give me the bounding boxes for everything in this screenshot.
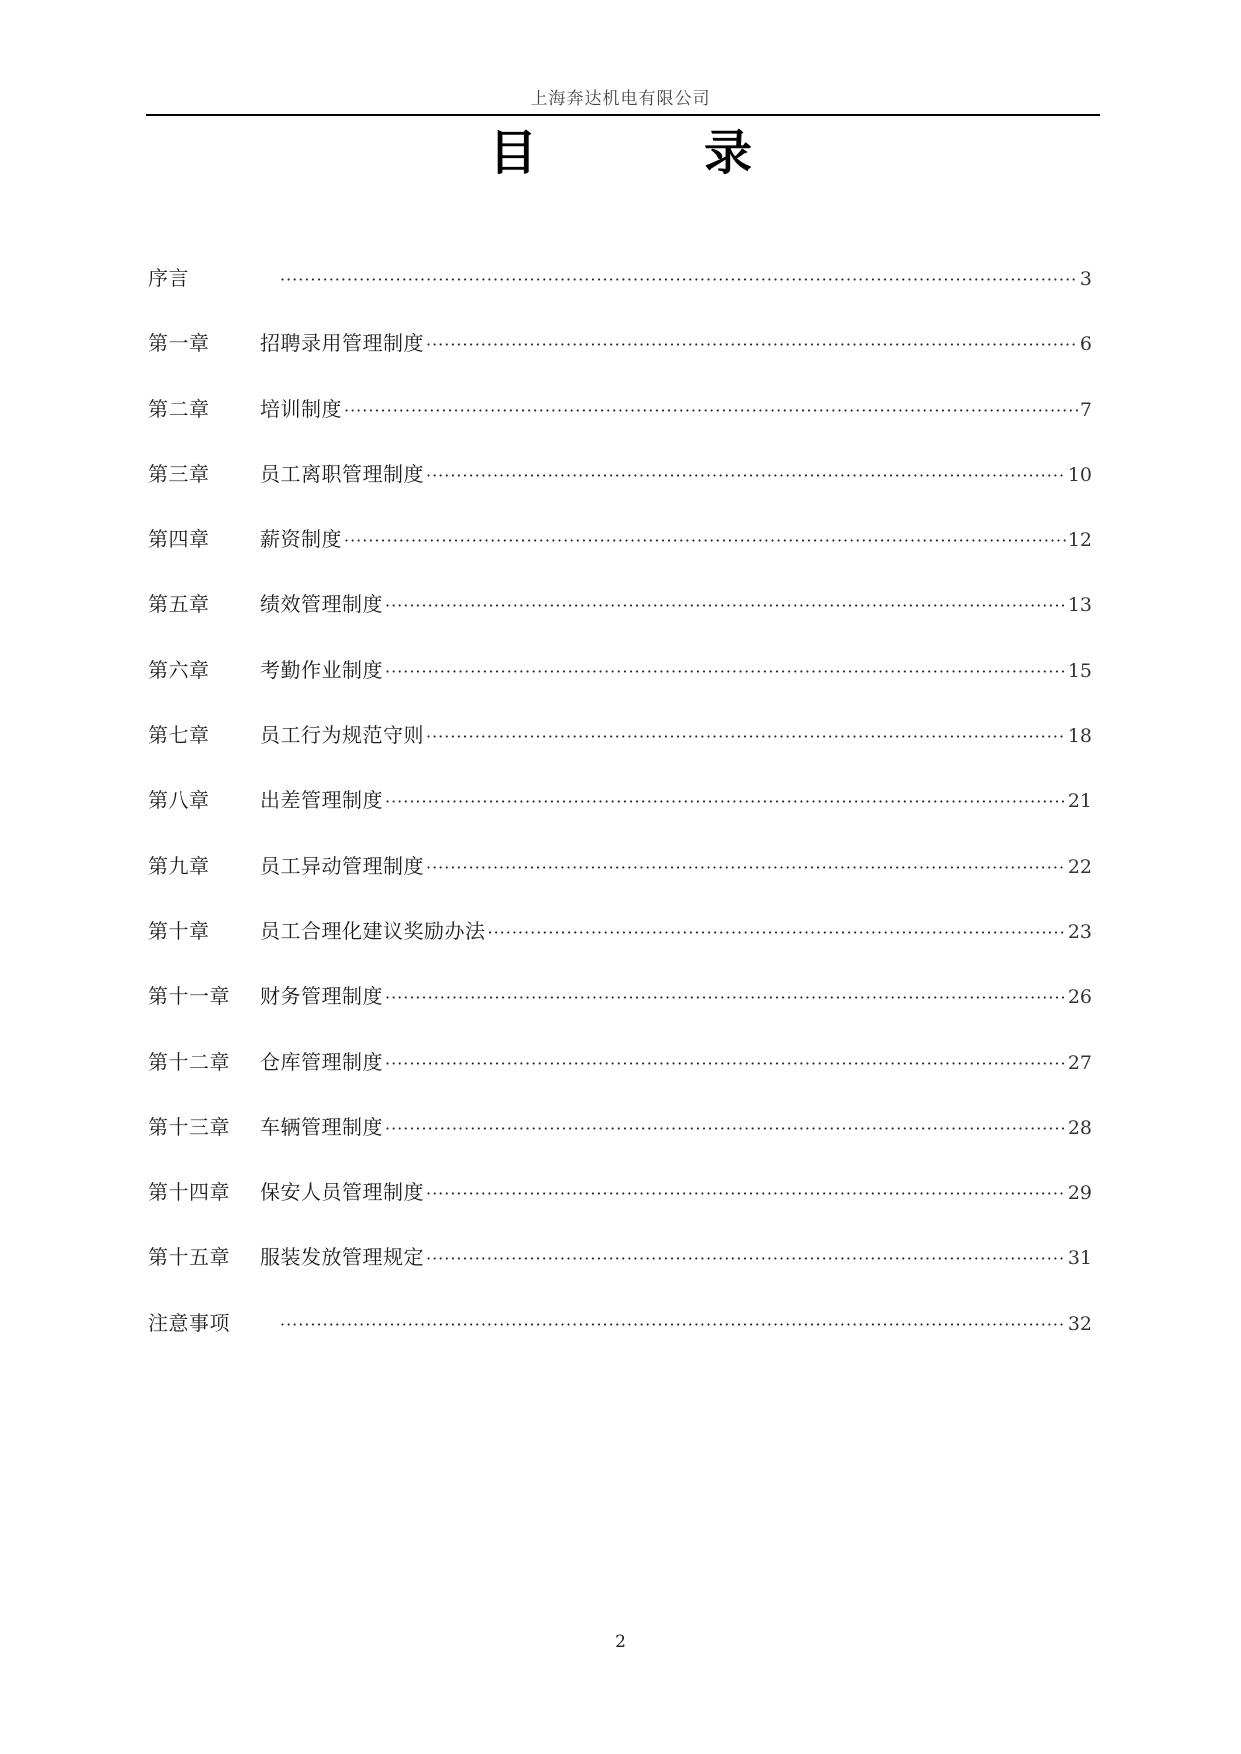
toc-dot-leader <box>426 854 1066 882</box>
toc-chapter-label: 第十一章 <box>148 984 230 1009</box>
toc-page-number: 13 <box>1067 594 1092 617</box>
toc-page-number: 6 <box>1079 333 1092 356</box>
toc-dot-leader <box>385 1115 1066 1143</box>
toc-chapter-title: 保安人员管理制度 <box>260 1180 424 1205</box>
table-of-contents <box>148 264 1092 1374</box>
toc-chapter-label: 第十章 <box>148 918 210 943</box>
toc-chapter-title: 绩效管理制度 <box>260 592 383 617</box>
toc-page-number: 22 <box>1067 855 1092 878</box>
toc-chapter-title: 培训制度 <box>260 396 342 421</box>
toc-page-number: 15 <box>1067 659 1092 682</box>
toc-chapter-title: 员工离职管理制度 <box>260 461 424 486</box>
toc-chapter-label: 第五章 <box>148 592 210 617</box>
toc-dot-leader <box>426 1180 1066 1208</box>
toc-dot-leader <box>385 1050 1066 1078</box>
toc-chapter-label: 第四章 <box>148 527 210 552</box>
toc-chapter-label: 第十二章 <box>148 1049 230 1074</box>
toc-entry-chapter-12[interactable] <box>148 1048 1092 1113</box>
toc-page-number: 21 <box>1067 790 1092 813</box>
footer-page-number: 2 <box>615 1632 626 1652</box>
toc-chapter-title: 仓库管理制度 <box>260 1049 383 1074</box>
toc-chapter-title: 薪资制度 <box>260 527 342 552</box>
toc-page-number: 29 <box>1067 1182 1092 1205</box>
toc-chapter-label: 第九章 <box>148 853 210 878</box>
toc-chapter-title: 车辆管理制度 <box>260 1114 383 1139</box>
toc-page-number: 32 <box>1067 1312 1092 1335</box>
toc-chapter-label: 注意事项 <box>148 1310 230 1335</box>
toc-page-number: 31 <box>1067 1247 1092 1270</box>
toc-entry-chapter-3[interactable] <box>148 460 1092 525</box>
toc-chapter-title: 财务管理制度 <box>260 984 383 1009</box>
toc-page-number: 7 <box>1079 398 1092 421</box>
toc-entry-preface[interactable] <box>148 264 1092 329</box>
toc-chapter-title: 员工行为规范守则 <box>260 723 424 748</box>
toc-dot-leader <box>488 919 1066 947</box>
toc-chapter-title: 出差管理制度 <box>260 788 383 813</box>
toc-dot-leader <box>280 1311 1066 1339</box>
toc-entry-chapter-4[interactable] <box>148 525 1092 590</box>
toc-chapter-label: 第二章 <box>148 396 210 421</box>
toc-chapter-title: 服装发放管理规定 <box>260 1245 424 1270</box>
toc-dot-leader <box>385 592 1066 620</box>
toc-chapter-title: 员工异动管理制度 <box>260 853 424 878</box>
toc-dot-leader <box>280 266 1078 294</box>
toc-dot-leader <box>426 723 1066 751</box>
toc-chapter-label: 第八章 <box>148 788 210 813</box>
toc-entry-chapter-10[interactable] <box>148 917 1092 982</box>
toc-dot-leader <box>385 788 1066 816</box>
page-title: 目 录 <box>488 125 753 181</box>
toc-page-number: 18 <box>1067 725 1092 748</box>
toc-chapter-label: 第三章 <box>148 461 210 486</box>
toc-entry-chapter-7[interactable] <box>148 721 1092 786</box>
toc-entry-chapter-8[interactable] <box>148 786 1092 851</box>
toc-page-number: 23 <box>1067 920 1092 943</box>
toc-chapter-title: 招聘录用管理制度 <box>260 331 424 356</box>
toc-chapter-label: 第十四章 <box>148 1180 230 1205</box>
toc-chapter-title: 考勤作业制度 <box>260 657 383 682</box>
toc-page-number: 26 <box>1067 986 1092 1009</box>
toc-entry-chapter-2[interactable] <box>148 395 1092 460</box>
toc-dot-leader <box>385 658 1066 686</box>
toc-page-number: 10 <box>1067 463 1092 486</box>
toc-chapter-label: 第十五章 <box>148 1245 230 1270</box>
toc-entry-notes[interactable] <box>148 1309 1092 1374</box>
toc-chapter-title: 员工合理化建议奖励办法 <box>260 918 486 943</box>
toc-entry-chapter-14[interactable] <box>148 1178 1092 1243</box>
toc-chapter-label: 第六章 <box>148 657 210 682</box>
toc-entry-chapter-1[interactable] <box>148 329 1092 394</box>
toc-dot-leader <box>344 397 1078 425</box>
toc-chapter-label: 第一章 <box>148 331 210 356</box>
toc-chapter-label: 第七章 <box>148 723 210 748</box>
toc-dot-leader <box>426 331 1078 359</box>
toc-entry-chapter-15[interactable] <box>148 1243 1092 1308</box>
toc-page-number: 12 <box>1067 529 1092 552</box>
toc-page-number: 28 <box>1067 1116 1092 1139</box>
toc-entry-chapter-13[interactable] <box>148 1113 1092 1178</box>
toc-entry-chapter-6[interactable] <box>148 656 1092 721</box>
toc-page-number: 3 <box>1079 268 1092 290</box>
toc-chapter-label: 序言 <box>148 266 189 290</box>
toc-entry-chapter-5[interactable] <box>148 590 1092 655</box>
toc-dot-leader <box>426 1245 1066 1273</box>
header-divider <box>146 114 1100 116</box>
toc-dot-leader <box>426 462 1066 490</box>
toc-entry-chapter-9[interactable] <box>148 852 1092 917</box>
toc-entry-chapter-11[interactable] <box>148 982 1092 1047</box>
toc-page-number: 27 <box>1067 1051 1092 1074</box>
toc-dot-leader <box>385 984 1066 1012</box>
toc-dot-leader <box>344 527 1066 555</box>
toc-chapter-label: 第十三章 <box>148 1114 230 1139</box>
header-company-name: 上海奔达机电有限公司 <box>530 89 711 109</box>
